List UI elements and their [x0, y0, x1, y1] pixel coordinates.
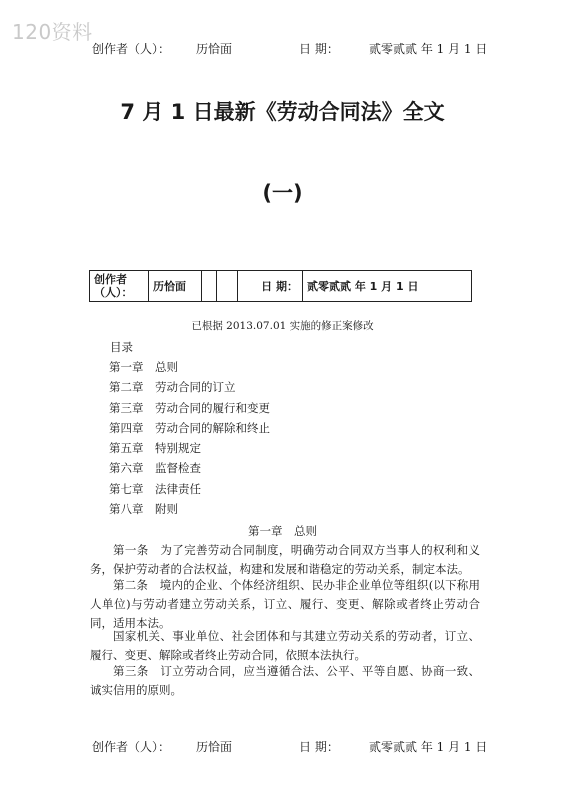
- toc-item: [109, 460, 201, 476]
- footer-date-label: 日 期：: [299, 740, 339, 754]
- header-author-label: 创作者（人）：: [92, 42, 171, 56]
- footer-author-label: 创作者（人）：: [92, 740, 171, 754]
- toc-chapter-number: 第七章: [109, 482, 144, 496]
- header-date-value: 贰零贰贰 年 1 月 1 日: [369, 42, 488, 56]
- toc-chapter-number: 第六章: [109, 461, 144, 475]
- table-author-label: 创作者（人）：: [90, 271, 149, 302]
- page-subtitle: (一): [262, 181, 303, 205]
- footer-date-value: 贰零贰贰 年 1 月 1 日: [369, 740, 488, 754]
- toc-chapter-number: 第四章: [109, 421, 144, 435]
- table-date-label: 日 期：: [238, 271, 303, 302]
- toc-chapter-number: 第三章: [109, 401, 144, 415]
- article-paragraph: 第二条 境内的企业、个体经济组织、民办非企业单位等组织(以下称用人单位)与劳动者建立劳动关系，订立、履行、变更、解除或者终止劳动合同，适用本法。: [90, 578, 480, 630]
- header-date-label: 日 期：: [299, 42, 339, 56]
- toc-chapter-title: 监督检查: [155, 461, 201, 475]
- toc-chapter-number: 第八章: [109, 502, 144, 516]
- toc-chapter-title: 总则: [155, 360, 178, 374]
- toc-chapter-title: 附则: [155, 502, 178, 516]
- toc-chapter-number: 第一章: [109, 360, 144, 374]
- watermark: 120资料: [12, 20, 93, 44]
- toc-item: [109, 420, 270, 436]
- toc-chapter-number: 第二章: [109, 380, 144, 394]
- table-date-value: 贰零贰贰 年 1 月 1 日: [303, 271, 472, 302]
- toc-chapter-title: 劳动合同的订立: [155, 380, 236, 394]
- author-info-table: [89, 270, 472, 302]
- revision-note: 已根据 2013.07.01 实施的修正案修改: [191, 320, 374, 332]
- toc-item: [109, 359, 178, 375]
- toc-item: [109, 501, 178, 517]
- toc-item: [109, 440, 201, 456]
- toc-chapter-title: 劳动合同的解除和终止: [155, 421, 270, 435]
- footer-author-name: 历恰面: [196, 740, 233, 754]
- toc-chapter-number: 第五章: [109, 441, 144, 455]
- toc-item: [109, 379, 236, 395]
- header-author-name: 历恰面: [196, 42, 233, 56]
- toc-item: [109, 481, 201, 497]
- table-empty-cell: [217, 271, 238, 302]
- page-title: 7 月 1 日最新《劳动合同法》全文: [120, 100, 445, 124]
- table-author-name: 历恰面: [149, 271, 202, 302]
- toc-chapter-title: 法律责任: [155, 482, 201, 496]
- toc-chapter-title: 特别规定: [155, 441, 201, 455]
- toc-heading: 目录: [110, 340, 133, 354]
- chapter-heading: 第一章 总则: [248, 524, 317, 538]
- article-paragraph: 第一条 为了完善劳动合同制度，明确劳动合同双方当事人的权利和义务，保护劳动者的合法权益，构建和发展和谐稳定的劳动关系，制定本法。: [90, 543, 480, 576]
- toc-item: [109, 400, 270, 416]
- article-paragraph: 国家机关、事业单位、社会团体和与其建立劳动关系的劳动者，订立、履行、变更、解除或者终止劳动合同，依照本法执行。: [90, 629, 480, 662]
- table-empty-cell: [202, 271, 217, 302]
- toc-chapter-title: 劳动合同的履行和变更: [155, 401, 270, 415]
- article-paragraph: 第三条 订立劳动合同，应当遵循合法、公平、平等自愿、协商一致、诚实信用的原则。: [90, 664, 480, 697]
